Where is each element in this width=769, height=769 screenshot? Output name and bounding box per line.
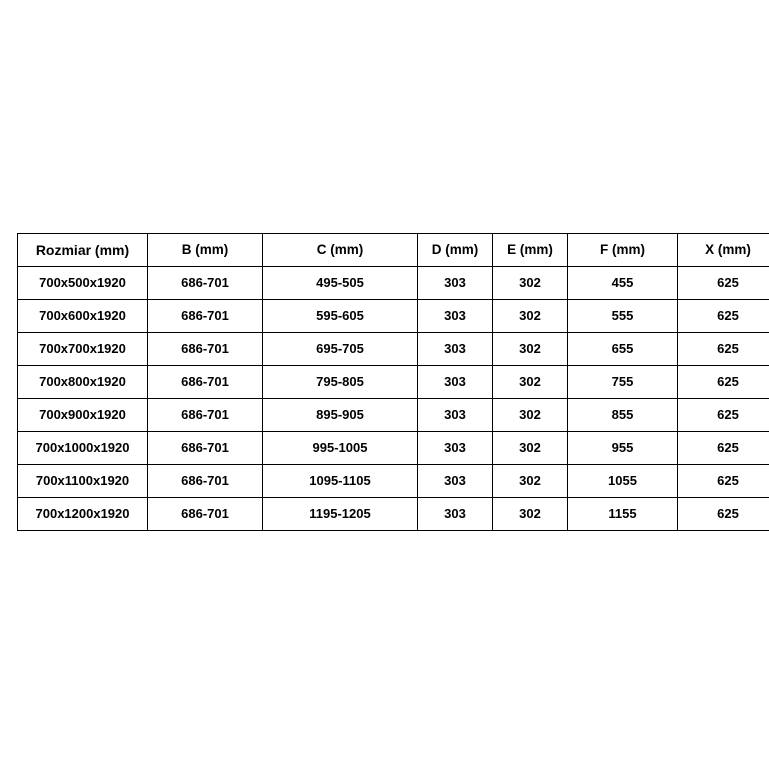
cell-x: 625 xyxy=(678,366,769,399)
cell-x: 625 xyxy=(678,399,769,432)
cell-d: 303 xyxy=(418,399,493,432)
cell-c: 495-505 xyxy=(263,267,418,300)
cell-x: 625 xyxy=(678,267,769,300)
cell-c: 895-905 xyxy=(263,399,418,432)
cell-f: 855 xyxy=(568,399,678,432)
cell-f: 455 xyxy=(568,267,678,300)
column-header-d: D (mm) xyxy=(418,234,493,267)
cell-b: 686-701 xyxy=(148,267,263,300)
cell-d: 303 xyxy=(418,267,493,300)
table-header-row xyxy=(18,234,769,267)
cell-d: 303 xyxy=(418,366,493,399)
table-row xyxy=(18,366,769,399)
cell-e: 302 xyxy=(493,432,568,465)
cell-e: 302 xyxy=(493,300,568,333)
dimensions-table xyxy=(17,233,769,531)
cell-c: 795-805 xyxy=(263,366,418,399)
cell-c: 695-705 xyxy=(263,333,418,366)
table-body xyxy=(18,267,769,531)
cell-e: 302 xyxy=(493,465,568,498)
table-header xyxy=(18,234,769,267)
cell-b: 686-701 xyxy=(148,366,263,399)
cell-b: 686-701 xyxy=(148,399,263,432)
table-row xyxy=(18,300,769,333)
cell-rozmiar: 700x1200x1920 xyxy=(18,498,148,531)
table-row xyxy=(18,399,769,432)
cell-b: 686-701 xyxy=(148,300,263,333)
cell-e: 302 xyxy=(493,399,568,432)
cell-rozmiar: 700x1100x1920 xyxy=(18,465,148,498)
cell-d: 303 xyxy=(418,300,493,333)
table-row xyxy=(18,498,769,531)
cell-b: 686-701 xyxy=(148,498,263,531)
cell-e: 302 xyxy=(493,333,568,366)
cell-e: 302 xyxy=(493,267,568,300)
cell-c: 995-1005 xyxy=(263,432,418,465)
cell-rozmiar: 700x600x1920 xyxy=(18,300,148,333)
table-row xyxy=(18,432,769,465)
table-row xyxy=(18,465,769,498)
cell-rozmiar: 700x500x1920 xyxy=(18,267,148,300)
cell-d: 303 xyxy=(418,333,493,366)
cell-x: 625 xyxy=(678,465,769,498)
table-row xyxy=(18,267,769,300)
cell-d: 303 xyxy=(418,498,493,531)
cell-f: 555 xyxy=(568,300,678,333)
column-header-f: F (mm) xyxy=(568,234,678,267)
cell-b: 686-701 xyxy=(148,333,263,366)
cell-rozmiar: 700x900x1920 xyxy=(18,399,148,432)
column-header-x: X (mm) xyxy=(678,234,769,267)
cell-x: 625 xyxy=(678,333,769,366)
cell-f: 755 xyxy=(568,366,678,399)
cell-f: 1155 xyxy=(568,498,678,531)
cell-x: 625 xyxy=(678,498,769,531)
cell-f: 955 xyxy=(568,432,678,465)
cell-rozmiar: 700x700x1920 xyxy=(18,333,148,366)
cell-e: 302 xyxy=(493,366,568,399)
column-header-rozmiar: Rozmiar (mm) xyxy=(18,234,148,267)
cell-rozmiar: 700x1000x1920 xyxy=(18,432,148,465)
cell-b: 686-701 xyxy=(148,465,263,498)
cell-c: 1095-1105 xyxy=(263,465,418,498)
cell-b: 686-701 xyxy=(148,432,263,465)
cell-x: 625 xyxy=(678,300,769,333)
column-header-e: E (mm) xyxy=(493,234,568,267)
cell-x: 625 xyxy=(678,432,769,465)
cell-e: 302 xyxy=(493,498,568,531)
cell-f: 1055 xyxy=(568,465,678,498)
cell-c: 1195-1205 xyxy=(263,498,418,531)
column-header-b: B (mm) xyxy=(148,234,263,267)
column-header-c: C (mm) xyxy=(263,234,418,267)
cell-f: 655 xyxy=(568,333,678,366)
cell-c: 595-605 xyxy=(263,300,418,333)
cell-d: 303 xyxy=(418,465,493,498)
cell-d: 303 xyxy=(418,432,493,465)
spec-table-container xyxy=(17,233,753,531)
table-row xyxy=(18,333,769,366)
cell-rozmiar: 700x800x1920 xyxy=(18,366,148,399)
